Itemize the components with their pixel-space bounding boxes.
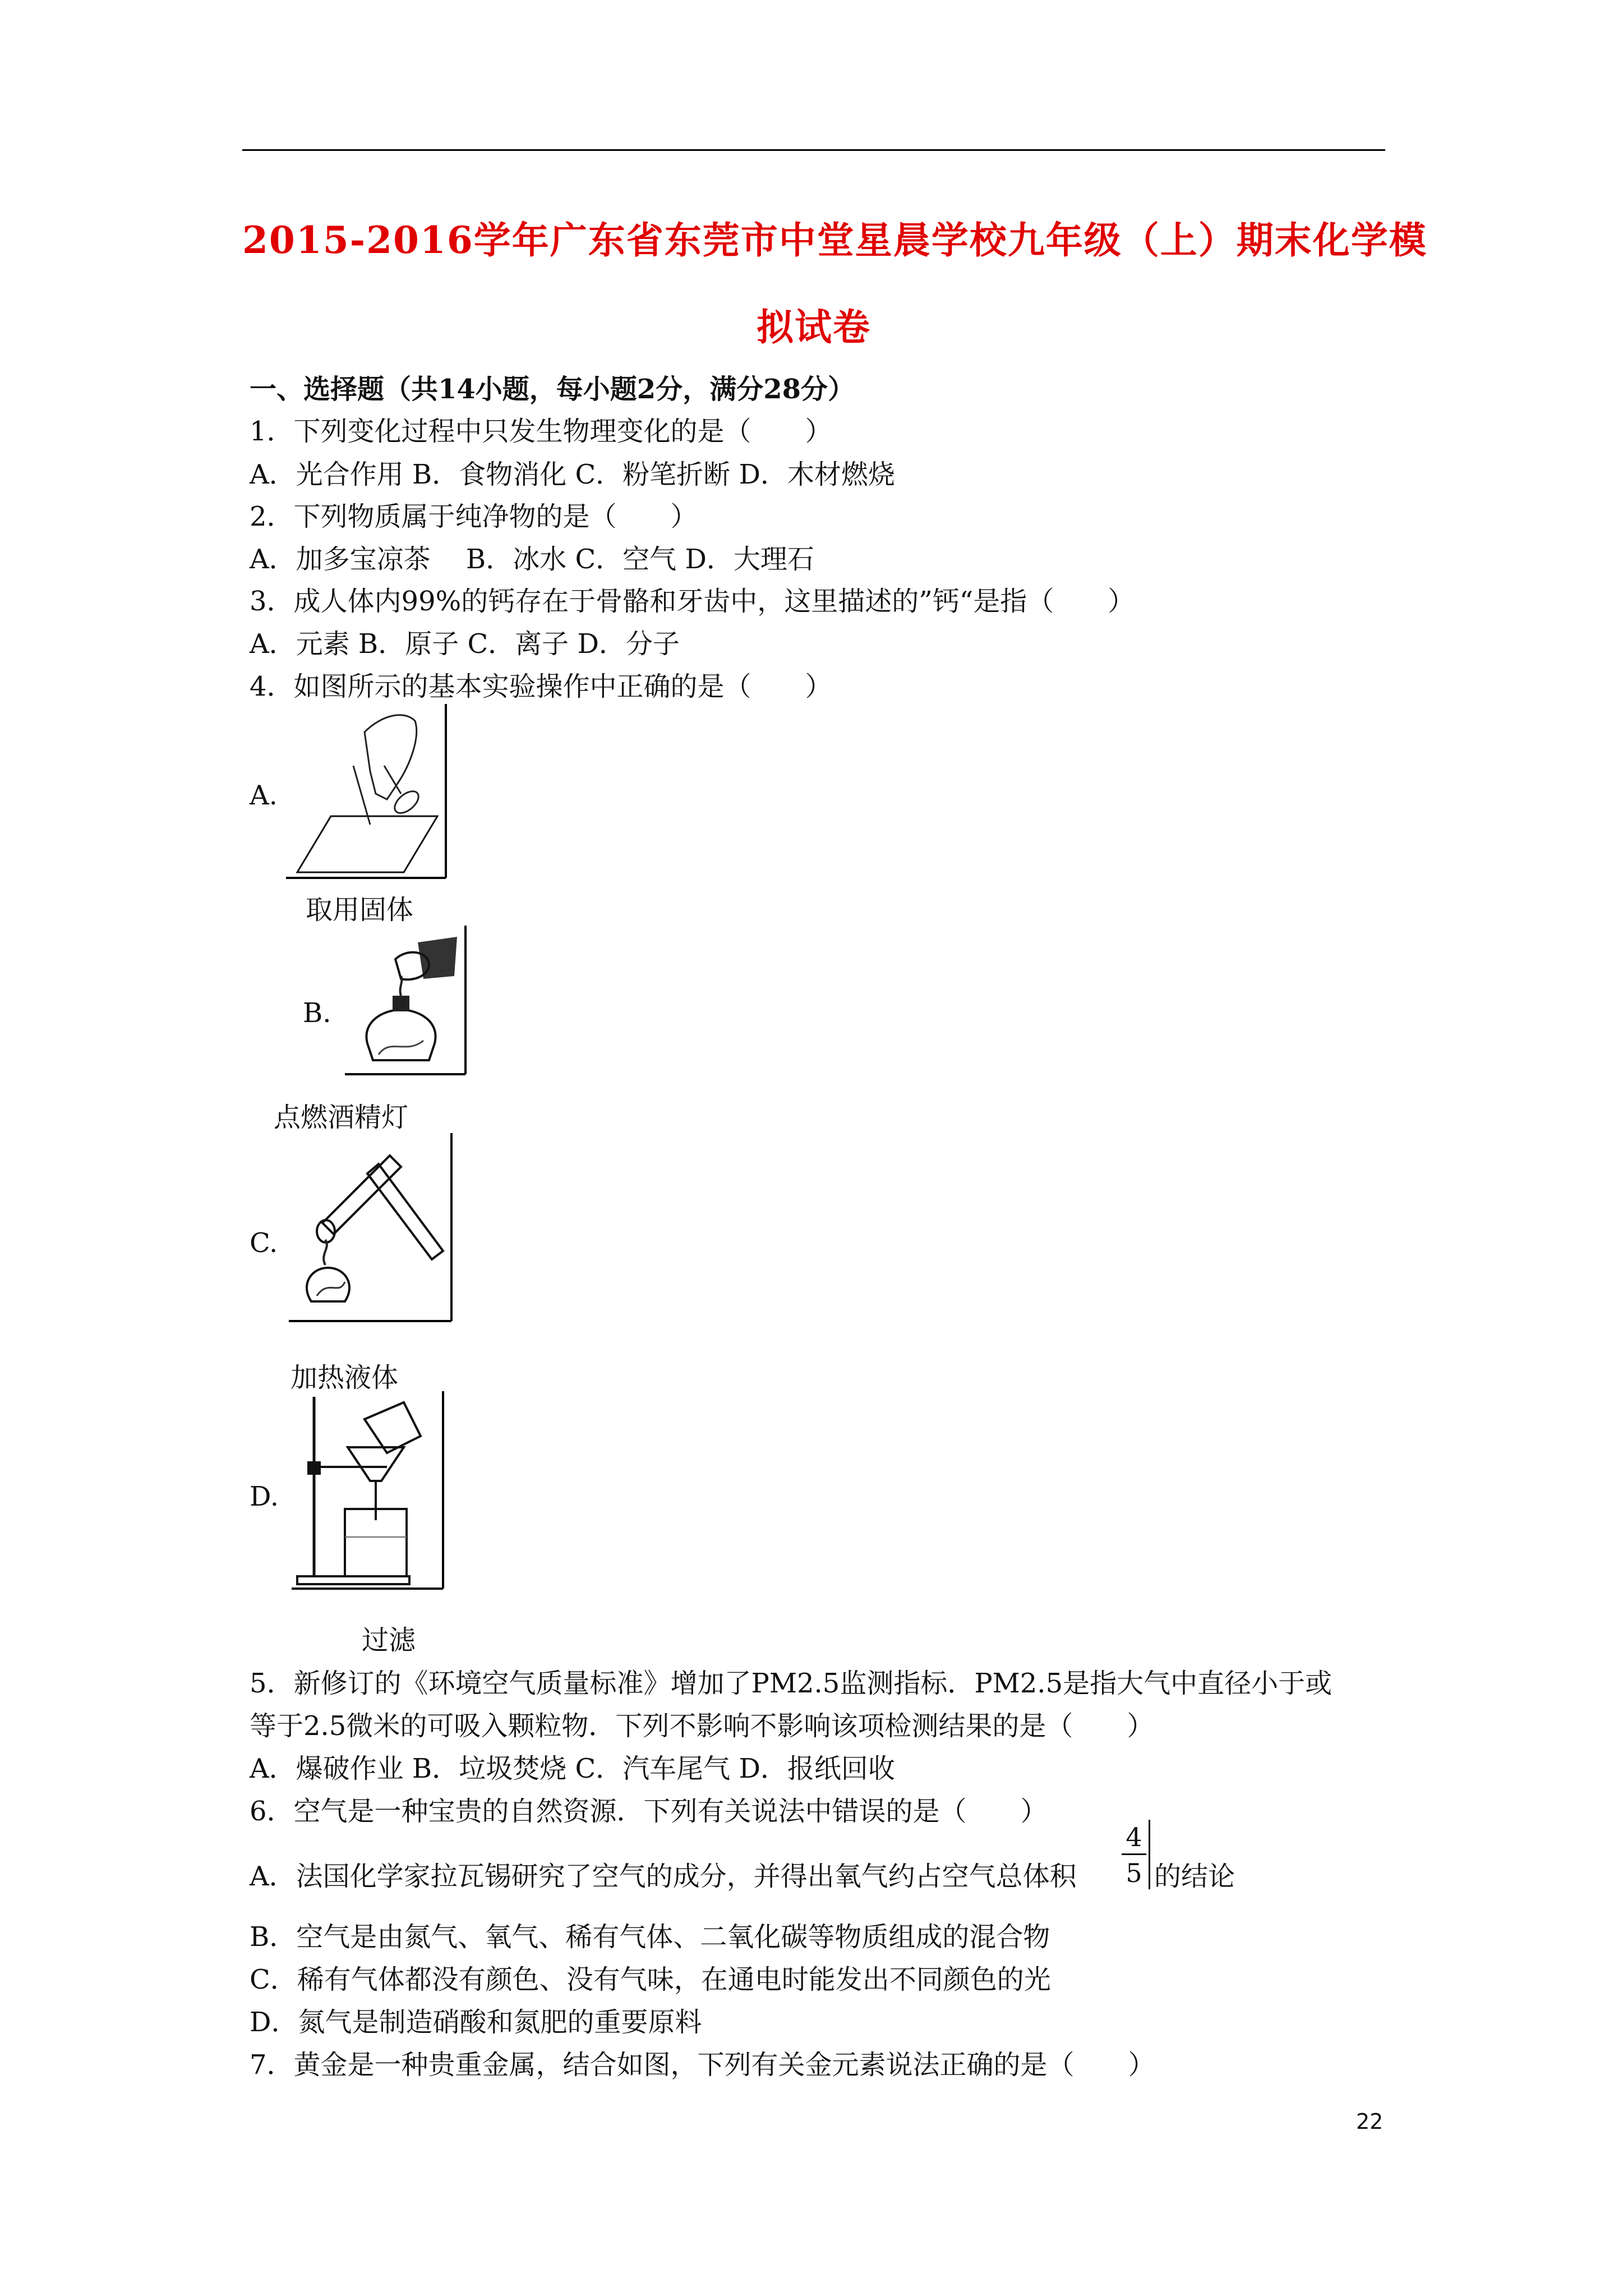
- figure-heat-liquid: [289, 1133, 457, 1324]
- question-4-option-d-label: D.: [250, 1481, 279, 1512]
- fraction-numerator: 4: [1126, 1822, 1142, 1852]
- question-4-option-a-label: A.: [250, 780, 278, 811]
- question-4-caption-d: 过滤: [362, 1625, 416, 1656]
- question-1-stem: 1．下列变化过程中只发生物理变化的是（ ）: [250, 416, 832, 447]
- question-4-option-b-label: B.: [303, 997, 331, 1029]
- question-6-stem: 6．空气是一种宝贵的自然资源．下列有关说法中错误的是（ ）: [250, 1796, 1048, 1827]
- question-3-options: A．元素 B．原子 C．离子 D．分子: [250, 628, 680, 660]
- section-heading: 一、选择题（共14小题，每小题2分，满分28分）: [250, 374, 855, 405]
- question-7-stem: 7．黄金是一种贵重金属，结合如图，下列有关金元素说法正确的是（ ）: [250, 2049, 1155, 2081]
- figure-light-alcohol-lamp: [345, 926, 474, 1077]
- question-2-stem: 2．下列物质属于纯净物的是（ ）: [250, 501, 698, 532]
- header-rule: [242, 149, 1385, 151]
- exam-title-line-1: 2015-2016学年广东省东莞市中堂星晨学校九年级（上）期末化学模: [242, 218, 1427, 262]
- question-4-stem: 4．如图所示的基本实验操作中正确的是（ ）: [250, 671, 832, 702]
- question-2-options: A．加多宝凉茶 B．冰水 C．空气 D．大理石: [250, 544, 814, 575]
- question-4-option-c-label: C.: [250, 1227, 278, 1259]
- exam-title-line-2: 拟试卷: [757, 305, 871, 349]
- question-1-options: A．光合作用 B．食物消化 C．粉笔折断 D．木材燃烧: [250, 459, 895, 490]
- page-number: 22: [1356, 2109, 1384, 2134]
- question-6-option-a-suffix: 的结论: [1154, 1861, 1235, 1892]
- fraction-bar: [1122, 1853, 1146, 1855]
- figure-take-solid: [286, 704, 454, 884]
- question-3-stem: 3．成人体内99%的钙存在于骨骼和牙齿中，这里描述的”钙“是指（ ）: [250, 586, 1135, 617]
- question-5-line-1: 5．新修订的《环境空气质量标准》增加了PM2.5监测指标．PM2.5是指大气中直径小于或: [250, 1668, 1332, 1699]
- fraction-four-fifths: [1122, 1818, 1153, 1890]
- question-6-option-d: D．氮气是制造硝酸和氮肥的重要原料: [250, 2007, 702, 2038]
- question-5-line-2: 等于2.5微米的可吸入颗粒物．下列不影响不影响该项检测结果的是（ ）: [250, 1710, 1154, 1742]
- question-6-option-a-prefix: A．法国化学家拉瓦锡研究了空气的成分，并得出氧气约占空气总体积: [250, 1861, 1077, 1892]
- question-6-option-c: C．稀有气体都没有颜色、没有气味，在通电时能发出不同颜色的光: [250, 1964, 1051, 1995]
- question-6-option-b: B．空气是由氮气、氧气、稀有气体、二氧化碳等物质组成的混合物: [250, 1921, 1050, 1953]
- fraction-denominator: 5: [1126, 1858, 1142, 1888]
- fraction-right-rule: [1149, 1820, 1150, 1889]
- question-4-caption-b: 点燃酒精灯: [274, 1102, 409, 1133]
- question-5-options: A．爆破作业 B．垃圾焚烧 C．汽车尾气 D．报纸回收: [250, 1753, 895, 1784]
- question-4-caption-c: 加热液体: [291, 1362, 399, 1393]
- figure-filtration: [292, 1391, 454, 1593]
- question-4-caption-a: 取用固体: [306, 894, 414, 926]
